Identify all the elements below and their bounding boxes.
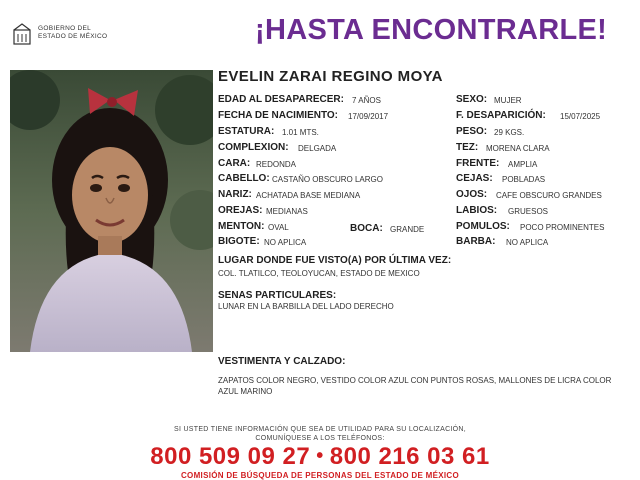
headline: ¡HASTA ENCONTRARLE! xyxy=(255,14,608,46)
field-label-eyes: OJOS: xyxy=(456,189,488,200)
field-label-chin: MENTON: xyxy=(218,221,265,232)
field-value-chin: OVAL xyxy=(268,223,289,232)
field-value-mustache: NO APLICA xyxy=(264,238,307,247)
contact-note xyxy=(0,425,640,443)
clothing-value: ZAPATOS COLOR NEGRO, VESTIDO COLOR AZUL CON PUNTOS ROSAS, MALLONES DE LICRA COLOR AZUL MARINO xyxy=(218,376,612,396)
last-seen-value: COL. TLATILCO, TEOLOYUCAN, ESTADO DE MEXICO xyxy=(218,269,420,278)
contact-note-line2: COMUNÍQUESE A LOS TELÉFONOS: xyxy=(255,435,385,442)
distinguishing-marks-label: SENAS PARTICULARES: xyxy=(218,290,337,301)
field-label-weight: PESO: xyxy=(456,126,488,137)
field-value-face: REDONDA xyxy=(256,160,297,169)
clothing-label: VESTIMENTA Y CALZADO: xyxy=(218,356,346,367)
field-value-age: 7 AÑOS xyxy=(352,96,381,105)
missing-person-photo xyxy=(10,70,213,352)
field-value-build: DELGADA xyxy=(298,144,337,153)
field-value-lips: GRUESOS xyxy=(508,207,549,216)
field-label-eyebrows: CEJAS: xyxy=(456,173,493,184)
field-label-nose: NARIZ: xyxy=(218,189,252,200)
field-label-disappearance-date: F. DESAPARICIÓN: xyxy=(456,110,546,121)
footer-organization: COMISIÓN DE BÚSQUEDA DE PERSONAS DEL ESTADO DE MÉXICO xyxy=(180,471,459,480)
field-label-sex: SEXO: xyxy=(456,94,488,105)
separator-dot: • xyxy=(316,445,324,467)
field-label-face: CARA: xyxy=(218,158,251,169)
contact-note-line1: SI USTED TIENE INFORMACIÓN QUE SEA DE UTILIDAD PARA SU LOCALIZACIÓN, xyxy=(173,426,467,433)
field-value-hair: CASTAÑO OBSCURO LARGO xyxy=(272,175,383,184)
field-value-eyebrows: POBLADAS xyxy=(502,175,546,184)
logo-text: GOBIERNO DEL ESTADO DE MÉXICO xyxy=(38,25,108,40)
field-value-birthdate: 17/09/2017 xyxy=(348,112,389,121)
field-value-disappearance-date: 15/07/2025 xyxy=(560,112,601,121)
field-label-beard: BARBA: xyxy=(456,236,496,247)
phone-number-2[interactable]: 800 216 03 61 xyxy=(329,443,490,470)
field-label-height: ESTATURA: xyxy=(218,126,275,137)
field-value-nose: ACHATADA BASE MEDIANA xyxy=(256,191,361,200)
field-value-mouth: GRANDE xyxy=(390,225,425,234)
field-label-birthdate: FECHA DE NACIMIENTO: xyxy=(218,110,338,121)
field-label-mustache: BIGOTE: xyxy=(218,236,260,247)
field-label-forehead: FRENTE: xyxy=(456,158,500,169)
coat-of-arms-icon xyxy=(12,22,32,46)
field-label-age: EDAD AL DESAPARECER: xyxy=(218,94,344,105)
field-label-mouth: BOCA: xyxy=(350,223,383,234)
field-value-eyes: CAFE OBSCURO GRANDES xyxy=(496,191,602,200)
field-value-cheekbones: POCO PROMINENTES xyxy=(520,223,605,232)
field-value-beard: NO APLICA xyxy=(506,238,549,247)
field-value-height: 1.01 MTS. xyxy=(282,128,319,137)
field-value-forehead: AMPLIA xyxy=(508,160,538,169)
field-label-hair: CABELLO: xyxy=(218,173,270,184)
field-label-lips: LABIOS: xyxy=(456,205,498,216)
field-label-ears: OREJAS: xyxy=(218,205,263,216)
person-name: EVELIN ZARAI REGINO MOYA xyxy=(218,68,443,85)
field-value-sex: MUJER xyxy=(494,96,522,105)
field-label-build: COMPLEXION: xyxy=(218,142,289,153)
field-label-cheekbones: POMULOS: xyxy=(456,221,510,232)
phone-numbers xyxy=(0,443,640,471)
field-value-ears: MEDIANAS xyxy=(266,207,308,216)
field-value-weight: 29 KGS. xyxy=(494,128,525,137)
distinguishing-marks-value: LUNAR EN LA BARBILLA DEL LADO DERECHO xyxy=(218,302,394,311)
government-logo xyxy=(8,20,128,50)
field-value-complexion: MORENA CLARA xyxy=(486,144,550,153)
last-seen-label: LUGAR DONDE FUE VISTO(A) POR ÚLTIMA VEZ: xyxy=(218,255,452,266)
field-label-complexion: TEZ: xyxy=(456,142,479,153)
phone-number-1[interactable]: 800 509 09 27 xyxy=(150,443,311,470)
